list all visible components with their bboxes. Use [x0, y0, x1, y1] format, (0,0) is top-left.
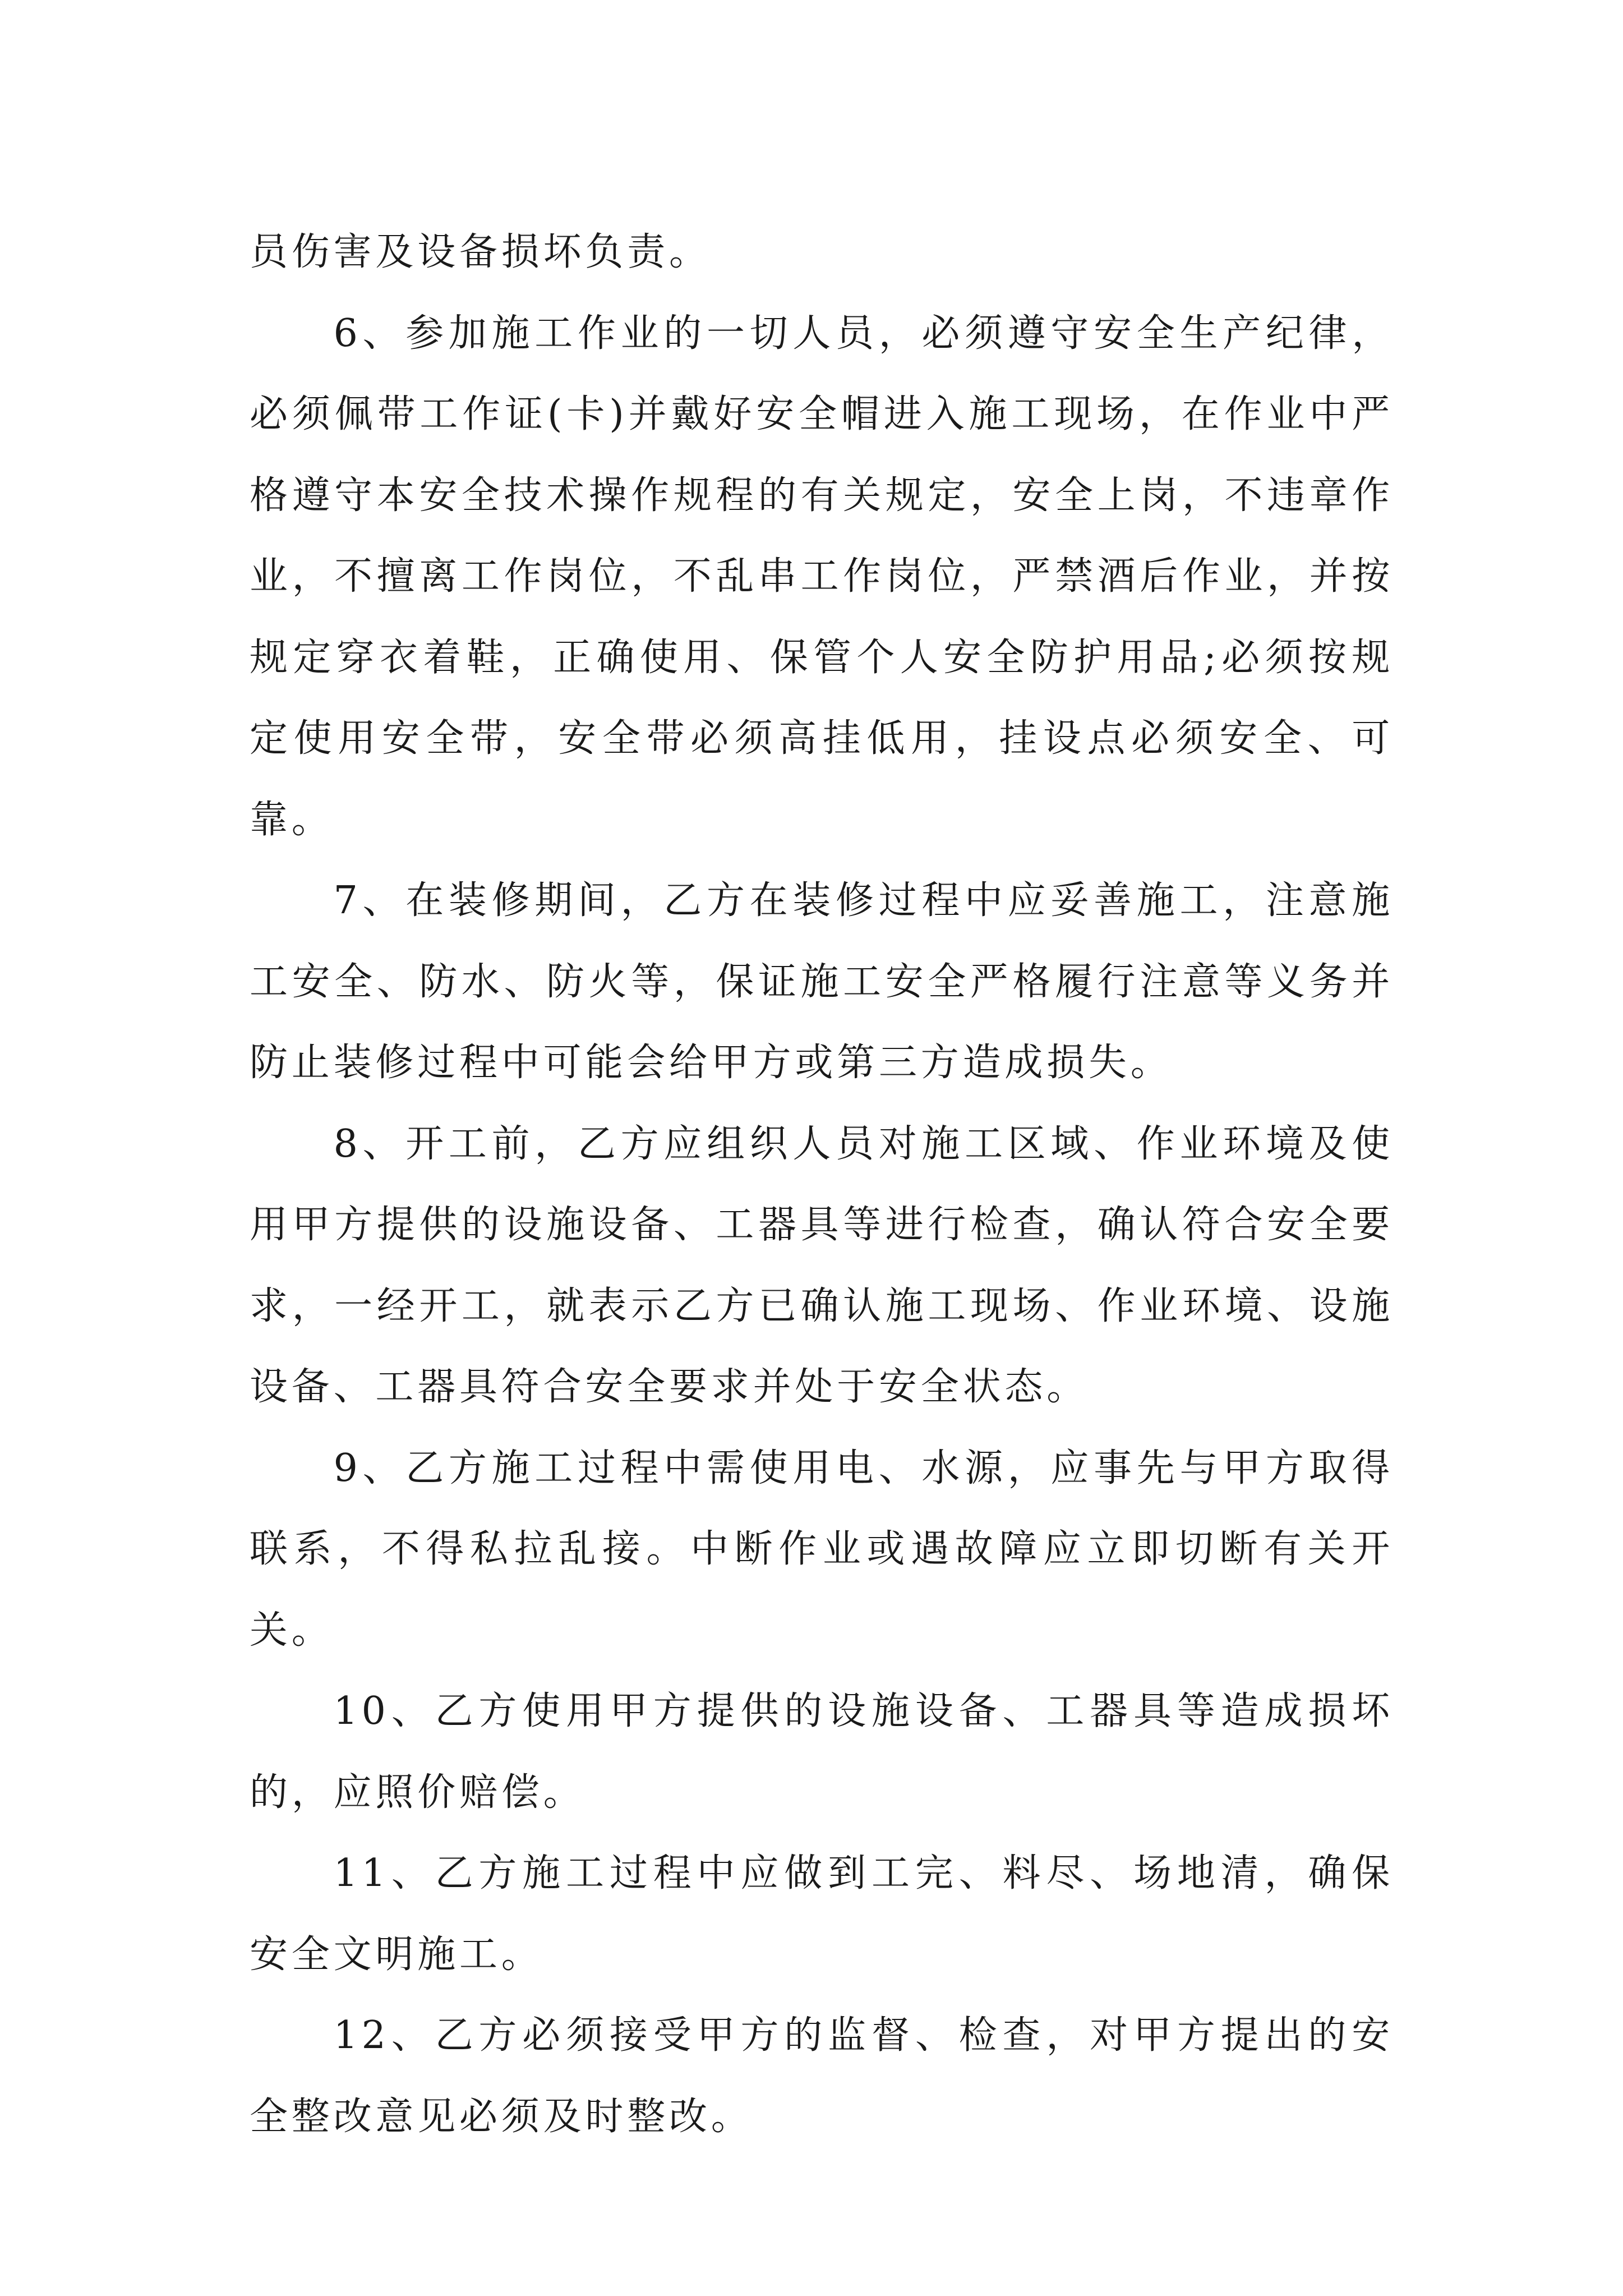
- paragraph-continuation: 员伤害及设备损坏负责。: [250, 230, 711, 274]
- paragraph-item-12: 12、乙方必须接受甲方的监督、检查，对甲方提出的安全整改意见必须及时整改。: [250, 2013, 1394, 2139]
- paragraph-item-11: 11、乙方施工过程中应做到工完、料尽、场地清，确保安全文明施工。: [250, 1851, 1394, 1977]
- paragraph-item-9: 9、乙方施工过程中需使用电、水源，应事先与甲方取得联系，不得私拉乱接。中断作业或遇故障应立即切断有关开关。: [250, 1446, 1394, 1653]
- paragraph-item-10: 10、乙方使用甲方提供的设施设备、工器具等造成损坏的，应照价赔偿。: [250, 1689, 1394, 1815]
- paragraph-item-6: 6、参加施工作业的一切人员，必须遵守安全生产纪律，必须佩带工作证(卡)并戴好安全帽进入施工现场，在作业中严格遵守本安全技术操作规程的有关规定，安全上岗，不违章作业，不擅离工作岗位，不乱串工作岗位，严禁酒后作业，并按规定穿衣着鞋，正确使用、保管个人安全防护用品;必须按规定使用安全带，安全带必须高挂低用，挂设点必须安全、可靠。: [250, 311, 1394, 842]
- paragraph-item-8: 8、开工前，乙方应组织人员对施工区域、作业环境及使用甲方提供的设施设备、工器具等进行检查，确认符合安全要求，一经开工，就表示乙方已确认施工现场、作业环境、设施设备、工器具符合安全要求并处于安全状态。: [250, 1121, 1394, 1409]
- paragraph-item-7: 7、在装修期间，乙方在装修过程中应妥善施工，注意施工安全、防水、防火等，保证施工安全严格履行注意等义务并防止装修过程中可能会给甲方或第三方造成损失。: [250, 878, 1394, 1085]
- document-body: [250, 212, 1394, 2157]
